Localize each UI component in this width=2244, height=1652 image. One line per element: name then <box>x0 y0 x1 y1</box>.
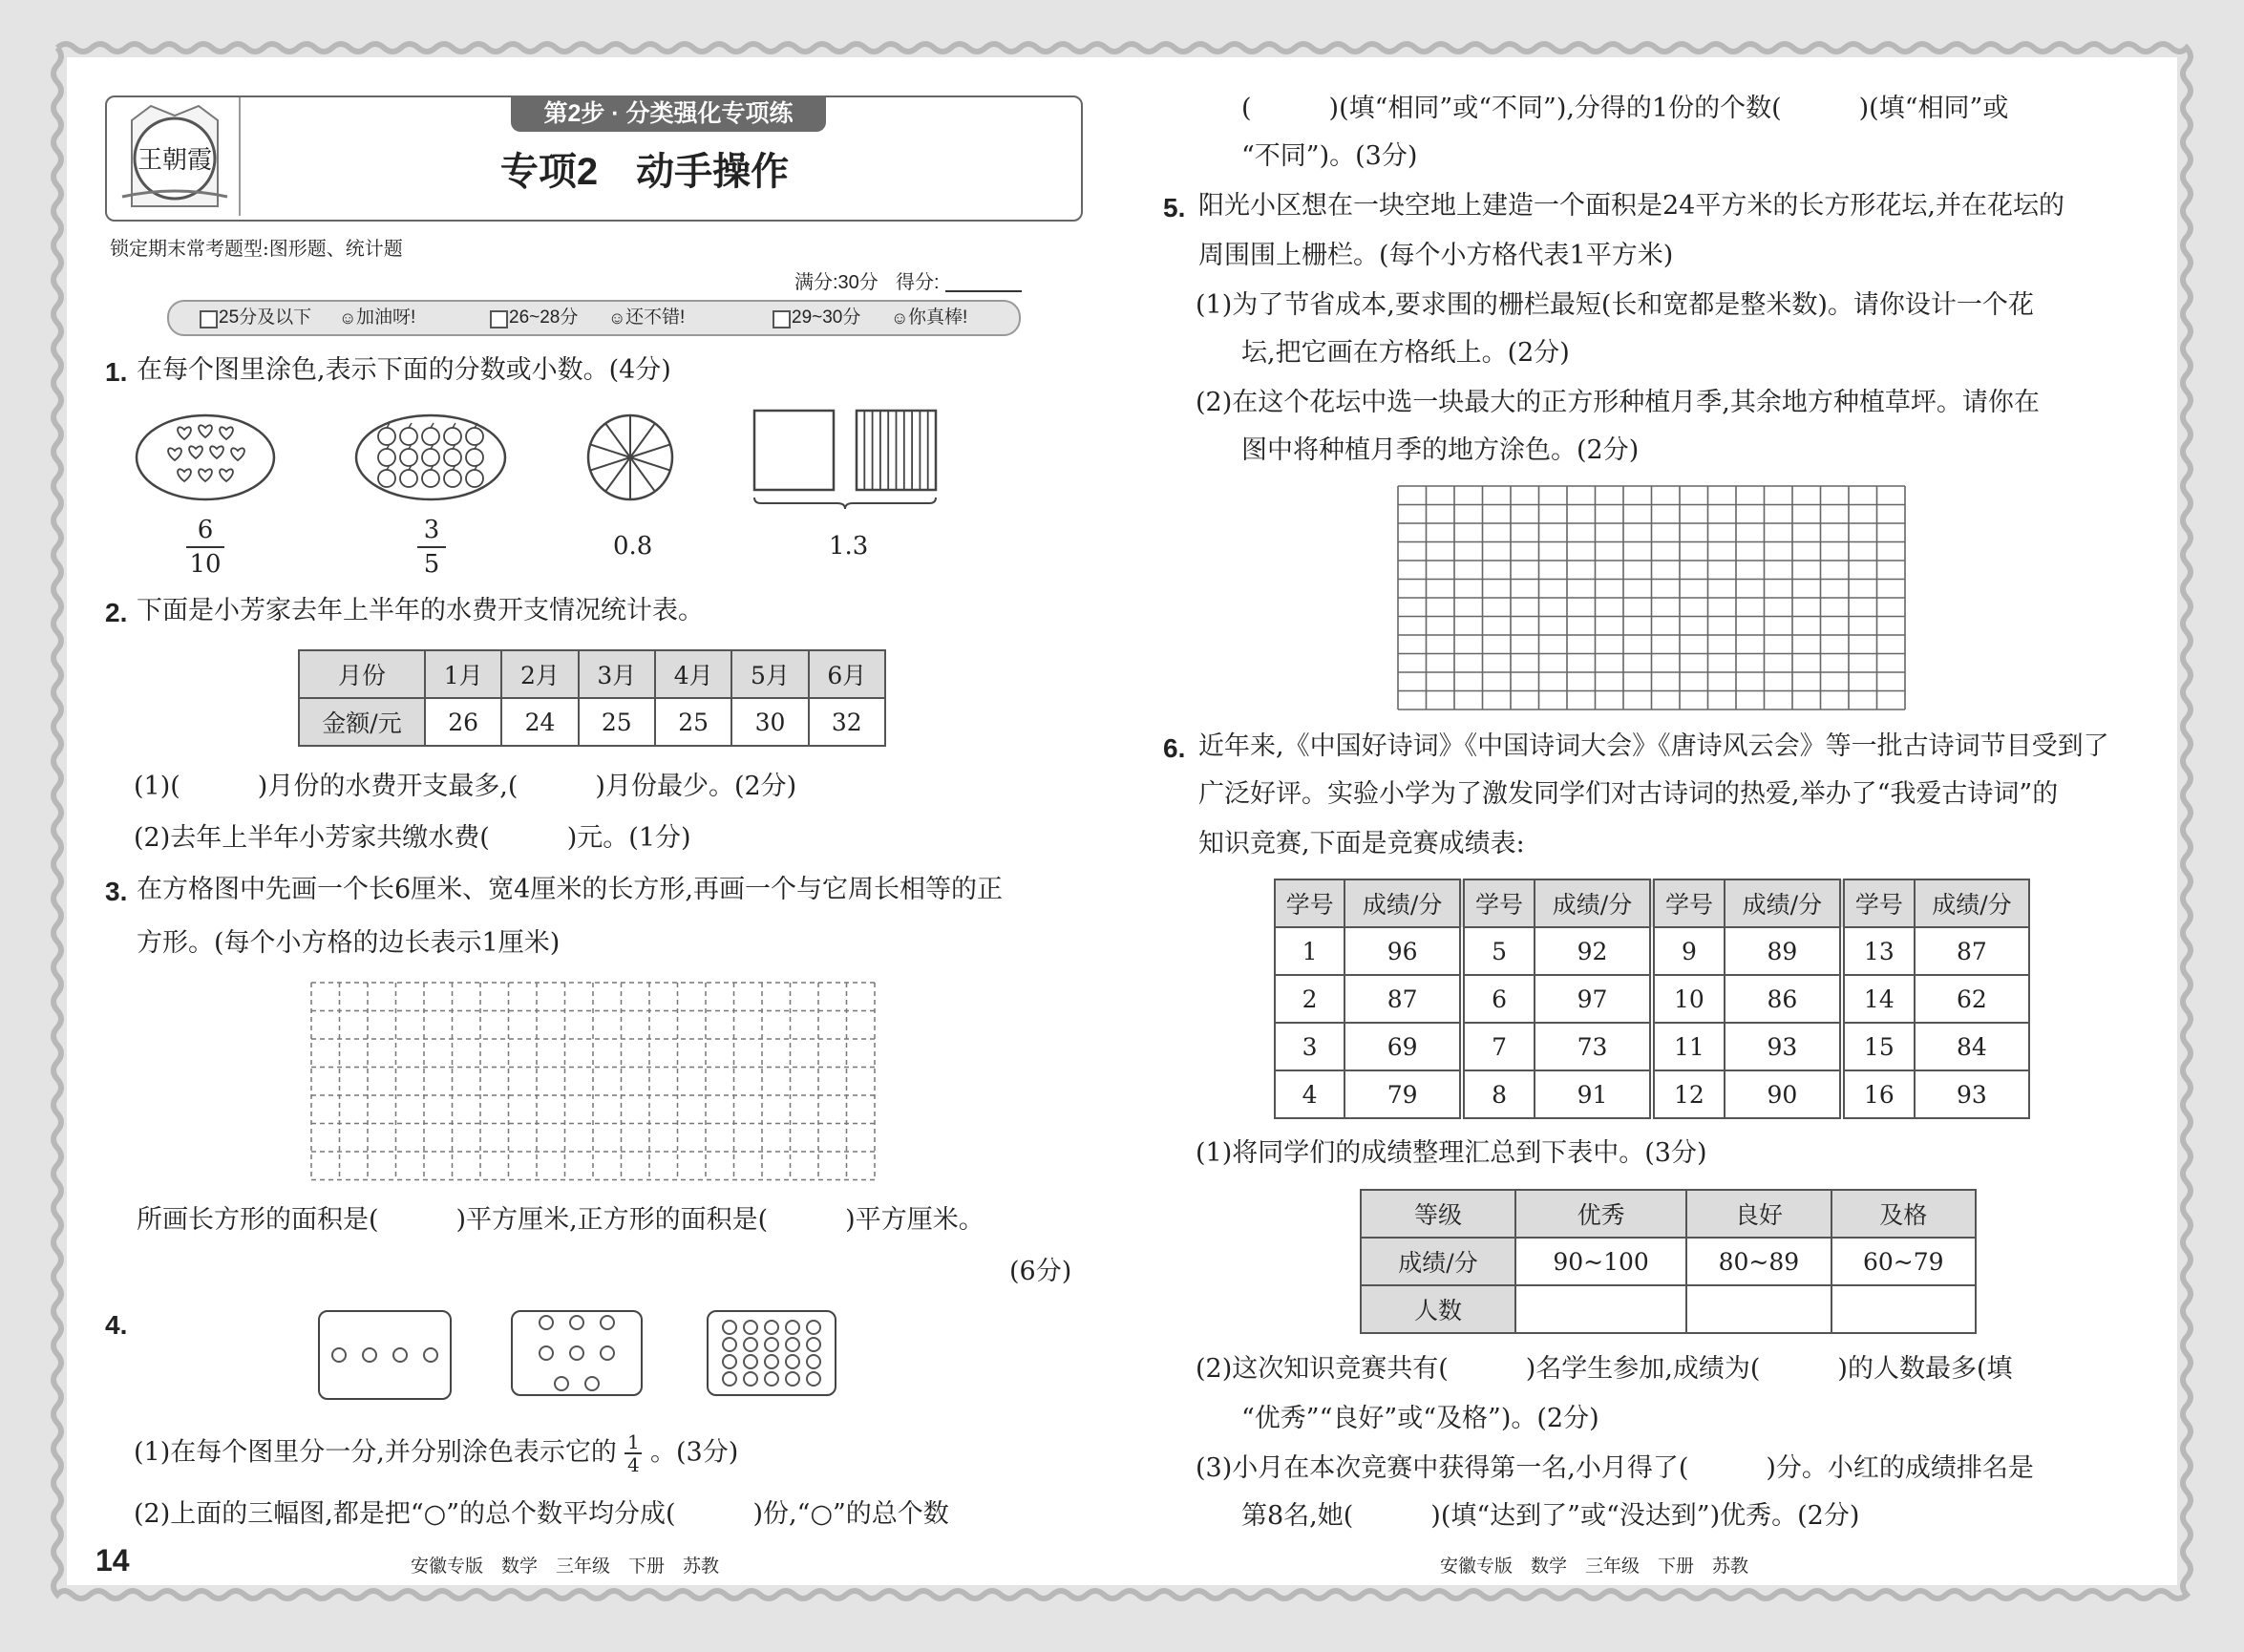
table-cell: 24 <box>501 698 578 746</box>
water-fee-table <box>298 649 886 747</box>
heart-icon[interactable] <box>168 448 181 460</box>
apple-icon[interactable] <box>444 449 461 466</box>
circle-icon[interactable] <box>600 1345 615 1361</box>
page-number: 14 <box>95 1543 130 1578</box>
table-cell: 60~79 <box>1831 1238 1976 1285</box>
circle-icon[interactable] <box>785 1320 800 1335</box>
hearts-group <box>168 425 244 481</box>
q5-part2-cont: 图中将种植月季的地方涂色。(2分) <box>1241 435 1640 465</box>
table-cell: 30 <box>731 698 808 746</box>
table-cell: 62 <box>1915 975 2029 1023</box>
q4-part1-text: (1)在每个图里分一分,并分别涂色表示它的 <box>134 1437 617 1468</box>
heart-icon[interactable] <box>210 446 223 458</box>
fraction-6-10: 6 10 <box>186 516 224 579</box>
decimal-1-3: 1.3 <box>829 532 869 561</box>
logo-emblem-icon <box>113 101 237 214</box>
apple-icon[interactable] <box>378 449 395 466</box>
q4-number: 4. <box>105 1310 128 1340</box>
brace-icon <box>754 498 936 509</box>
circle-icon[interactable] <box>539 1345 554 1361</box>
rating-bar <box>167 300 1021 336</box>
q6-part2[interactable]: (2)这次知识竞赛共有( )名学生参加,成绩为( )的人数最多(填 <box>1196 1354 2013 1384</box>
pie-divider <box>630 423 655 457</box>
circle-icon[interactable] <box>722 1337 737 1352</box>
heart-icon[interactable] <box>178 469 191 481</box>
apple-icon[interactable] <box>466 470 483 487</box>
rating-high-msg: 你真棒! <box>908 307 968 328</box>
table-cell: 26 <box>425 698 501 746</box>
circle-icon[interactable] <box>785 1354 800 1369</box>
pie-divider <box>605 423 630 457</box>
pie-divider <box>630 457 670 471</box>
rating-high: 29~30分 <box>792 307 861 328</box>
apple-icon[interactable] <box>400 449 417 466</box>
decimal-0-8: 0.8 <box>613 532 653 561</box>
table-cell: 84 <box>1915 1023 2029 1070</box>
pie-divider <box>630 457 655 492</box>
circles-box-20[interactable] <box>707 1310 836 1396</box>
q5-part2: (2)在这个花坛中选一块最大的正方形种植月季,其余地方种植草坪。请你在 <box>1196 388 2040 417</box>
circle-icon[interactable] <box>423 1347 438 1363</box>
q3-text: 在方格图中先画一个长6厘米、宽4厘米的长方形,再画一个与它周长相等的正 <box>137 875 1003 904</box>
q2-part2[interactable]: (2)去年上半年小芳家共缴水费( )元。(1分) <box>134 823 691 853</box>
table-cell: 15 <box>1842 1023 1915 1070</box>
table-cell: 25 <box>655 698 731 746</box>
circle-icon[interactable] <box>569 1315 584 1330</box>
pie-divider <box>590 444 630 457</box>
answer-cell[interactable] <box>1686 1285 1831 1333</box>
circle-icon[interactable] <box>743 1371 758 1387</box>
q4-continuation-2: “不同”)。(3分) <box>1241 141 1418 171</box>
table-cell: 6 <box>1462 975 1535 1023</box>
table-cell: 86 <box>1725 975 1842 1023</box>
circle-icon[interactable] <box>554 1376 569 1391</box>
footer-right: 安徽专版 数学 三年级 下册 苏教 <box>1440 1556 1749 1577</box>
circle-icon[interactable] <box>743 1354 758 1369</box>
circle-icon[interactable] <box>362 1347 377 1363</box>
table-header: 优秀 <box>1515 1190 1686 1238</box>
apple-icon[interactable] <box>378 470 395 487</box>
q3-answer[interactable]: 所画长方形的面积是( )平方厘米,正方形的面积是( )平方厘米。 <box>137 1205 984 1235</box>
table-header: 学号 <box>1842 879 1915 927</box>
summary-table <box>1360 1189 1977 1334</box>
circle-icon[interactable] <box>743 1337 758 1352</box>
q6-part3[interactable]: (3)小月在本次竞赛中获得第一名,小月得了( )分。小红的成绩排名是 <box>1196 1453 2034 1483</box>
q4-part2[interactable]: (2)上面的三幅图,都是把“○”的总个数平均分成( )份,“○”的总个数 <box>134 1499 949 1529</box>
q3-text-cont: 方形。(每个小方格的边长表示1厘米) <box>137 928 561 958</box>
page-title: 专项2 动手操作 <box>499 151 790 193</box>
circles-box-8[interactable] <box>511 1310 643 1396</box>
table-cell: 12 <box>1652 1070 1725 1118</box>
smiley-icon: ☺ <box>608 308 626 328</box>
table-cell: 11 <box>1652 1023 1725 1070</box>
circle-icon[interactable] <box>764 1320 779 1335</box>
q5-part1: (1)为了节省成本,要求围的栅栏最短(长和宽都是整米数)。请你设计一个花 <box>1196 290 2034 320</box>
circle-icon[interactable] <box>722 1354 737 1369</box>
table-header: 成绩/分 <box>1344 879 1462 927</box>
circle-icon[interactable] <box>743 1320 758 1335</box>
apple-icon[interactable] <box>466 428 483 445</box>
footer-left: 安徽专版 数学 三年级 下册 苏教 <box>411 1556 720 1577</box>
apple-icon[interactable] <box>400 470 417 487</box>
score-table <box>1274 879 2030 1119</box>
circle-icon[interactable] <box>392 1347 408 1363</box>
rating-checkbox-1[interactable] <box>200 310 218 328</box>
smiley-icon: ☺ <box>339 308 357 328</box>
apple-icon[interactable] <box>422 449 439 466</box>
circle-icon[interactable] <box>569 1345 584 1361</box>
step-label: 第2步 · 分类强化专项练 <box>511 95 826 132</box>
table-cell: 92 <box>1535 927 1652 975</box>
apple-icon[interactable] <box>444 428 461 445</box>
table-cell: 5 <box>1462 927 1535 975</box>
table-header: 6月 <box>809 650 885 698</box>
apple-icon[interactable] <box>400 428 417 445</box>
q6-text: 近年来,《中国好诗词》《中国诗词大会》《唐诗风云会》等一批古诗词节目受到了 <box>1198 731 2109 761</box>
table-cell: 97 <box>1535 975 1652 1023</box>
table-cell: 7 <box>1462 1023 1535 1070</box>
svg-text:王朝霞: 王朝霞 <box>137 146 213 175</box>
q2-text: 下面是小芳家去年上半年的水费开支情况统计表。 <box>137 596 704 625</box>
circle-icon[interactable] <box>785 1337 800 1352</box>
circle-icon[interactable] <box>785 1371 800 1387</box>
smiley-icon: ☺ <box>891 308 909 328</box>
table-header: 3月 <box>579 650 655 698</box>
q2-number: 2. <box>105 598 128 627</box>
table-header: 学号 <box>1652 879 1725 927</box>
circle-icon[interactable] <box>764 1354 779 1369</box>
table-cell: 10 <box>1652 975 1725 1023</box>
q3-score: (6分) <box>1009 1257 1072 1286</box>
heart-icon[interactable] <box>178 427 191 439</box>
table-cell: 14 <box>1842 975 1915 1023</box>
table-cell: 96 <box>1344 927 1462 975</box>
q4-part1[interactable] <box>134 1432 738 1474</box>
pie-divider <box>590 457 630 471</box>
score-label: 得分: <box>896 272 940 293</box>
heart-icon[interactable] <box>220 469 233 481</box>
apple-icon[interactable] <box>422 428 439 445</box>
rating-checkbox-2[interactable] <box>490 310 508 328</box>
table-cell: 1 <box>1275 927 1344 975</box>
table-header: 5月 <box>731 650 808 698</box>
q5-part1-cont: 坛,把它画在方格纸上。(2分) <box>1241 338 1570 368</box>
table-cell: 25 <box>579 698 655 746</box>
circle-icon[interactable] <box>584 1376 600 1391</box>
table-cell: 73 <box>1535 1023 1652 1070</box>
fraction-3-5: 3 5 <box>417 516 446 579</box>
circle-icon[interactable] <box>806 1371 821 1387</box>
logo-divider <box>239 97 241 216</box>
table-cell: 90 <box>1725 1070 1842 1118</box>
q6-text-cont-2: 知识竞赛,下面是竞赛成绩表: <box>1198 829 1525 858</box>
apple-icon[interactable] <box>422 470 439 487</box>
q2-part1[interactable]: (1)( )月份的水费开支最多,( )月份最少。(2分) <box>134 772 797 801</box>
table-cell: 69 <box>1344 1023 1462 1070</box>
rating-checkbox-3[interactable] <box>773 310 791 328</box>
circle-icon[interactable] <box>764 1337 779 1352</box>
table-header: 等级 <box>1361 1190 1515 1238</box>
q3-dashed-grid[interactable] <box>310 982 879 1182</box>
table-cell: 8 <box>1462 1070 1535 1118</box>
circle-icon[interactable] <box>722 1371 737 1387</box>
full-score: 满分:30分 <box>794 272 879 293</box>
circle-icon[interactable] <box>806 1320 821 1335</box>
fraction-1-4: $\frac{1}{4}$ <box>625 1432 642 1474</box>
table-cell: 89 <box>1725 927 1842 975</box>
table-cell: 93 <box>1915 1070 2029 1118</box>
answer-cell[interactable] <box>1515 1285 1686 1333</box>
rating-mid: 26~28分 <box>509 307 579 328</box>
apple-icon[interactable] <box>444 470 461 487</box>
q6-part1: (1)将同学们的成绩整理汇总到下表中。(3分) <box>1196 1138 1707 1168</box>
pie-divider <box>605 457 630 492</box>
table-header: 学号 <box>1462 879 1535 927</box>
q5-text: 阳光小区想在一块空地上建造一个面积是24平方米的长方形花坛,并在花坛的 <box>1198 191 2064 221</box>
table-cell: 91 <box>1535 1070 1652 1118</box>
q5-square-grid[interactable] <box>1397 485 1908 712</box>
q6-part3-cont[interactable]: 第8名,她( )(填“达到了”或“没达到”)优秀。(2分) <box>1241 1501 1860 1531</box>
heart-icon[interactable] <box>199 425 212 437</box>
answer-cell[interactable] <box>1831 1285 1976 1333</box>
table-cell: 9 <box>1652 927 1725 975</box>
circle-icon[interactable] <box>600 1315 615 1330</box>
q5-text-cont: 周围围上栅栏。(每个小方格代表1平方米) <box>1198 241 1674 270</box>
table-cell: 87 <box>1344 975 1462 1023</box>
circles-box-4[interactable] <box>318 1310 452 1400</box>
table-cell: 16 <box>1842 1070 1915 1118</box>
circle-icon[interactable] <box>539 1315 554 1330</box>
subtitle: 锁定期末常考题型:图形题、统计题 <box>110 237 403 260</box>
table-header: 1月 <box>425 650 501 698</box>
heart-icon[interactable] <box>189 446 202 458</box>
table-row-label: 成绩/分 <box>1361 1238 1515 1285</box>
table-header: 成绩/分 <box>1725 879 1842 927</box>
circle-icon[interactable] <box>331 1347 347 1363</box>
table-header: 良好 <box>1686 1190 1831 1238</box>
apple-icon[interactable] <box>378 428 395 445</box>
full-square-icon[interactable] <box>754 411 834 490</box>
table-cell: 79 <box>1344 1070 1462 1118</box>
circle-icon[interactable] <box>764 1371 779 1387</box>
heart-icon[interactable] <box>199 469 212 481</box>
table-cell: 13 <box>1842 927 1915 975</box>
q4-part1-end: 。(3分) <box>650 1437 739 1468</box>
table-header: 学号 <box>1275 879 1344 927</box>
q6-part2-cont: “优秀”“良好”或“及格”)。(2分) <box>1241 1404 1599 1433</box>
q5-number: 5. <box>1163 193 1186 222</box>
heart-icon[interactable] <box>220 427 233 439</box>
table-header: 成绩/分 <box>1915 879 2029 927</box>
table-cell: 4 <box>1275 1070 1344 1118</box>
apple-icon[interactable] <box>466 449 483 466</box>
circle-icon[interactable] <box>806 1354 821 1369</box>
table-row-label: 人数 <box>1361 1285 1515 1333</box>
heart-icon[interactable] <box>231 448 244 460</box>
q4-continuation[interactable]: ( )(填“相同”或“不同”),分得的1份的个数( )(填“相同”或 <box>1241 94 2009 123</box>
table-cell: 90~100 <box>1515 1238 1686 1285</box>
q1-number: 1. <box>105 357 128 387</box>
pie-divider <box>630 444 670 457</box>
q1-text: 在每个图里涂色,表示下面的分数或小数。(4分) <box>137 355 671 385</box>
table-cell: 3 <box>1275 1023 1344 1070</box>
q3-number: 3. <box>105 877 128 906</box>
circle-icon[interactable] <box>722 1320 737 1335</box>
q1-figures <box>129 406 960 511</box>
table-header: 成绩/分 <box>1535 879 1652 927</box>
rating-low-msg: 加油呀! <box>356 307 416 328</box>
logo <box>113 101 237 214</box>
table-header: 月份 <box>299 650 425 698</box>
table-header: 2月 <box>501 650 578 698</box>
table-row-label: 金额/元 <box>299 698 425 746</box>
table-header: 4月 <box>655 650 731 698</box>
table-cell: 87 <box>1915 927 2029 975</box>
table-cell: 93 <box>1725 1023 1842 1070</box>
rating-low: 25分及以下 <box>219 307 312 328</box>
rating-mid-msg: 还不错! <box>625 307 686 328</box>
circle-icon[interactable] <box>806 1337 821 1352</box>
table-cell: 32 <box>809 698 885 746</box>
table-cell: 80~89 <box>1686 1238 1831 1285</box>
apples-group <box>378 423 483 487</box>
table-cell: 2 <box>1275 975 1344 1023</box>
table-header: 及格 <box>1831 1190 1976 1238</box>
q6-text-cont: 广泛好评。实验小学为了激发同学们对古诗词的热爱,举办了“我爱古诗词”的 <box>1198 779 2059 809</box>
score-line[interactable] <box>945 290 1022 292</box>
q6-number: 6. <box>1163 733 1186 763</box>
